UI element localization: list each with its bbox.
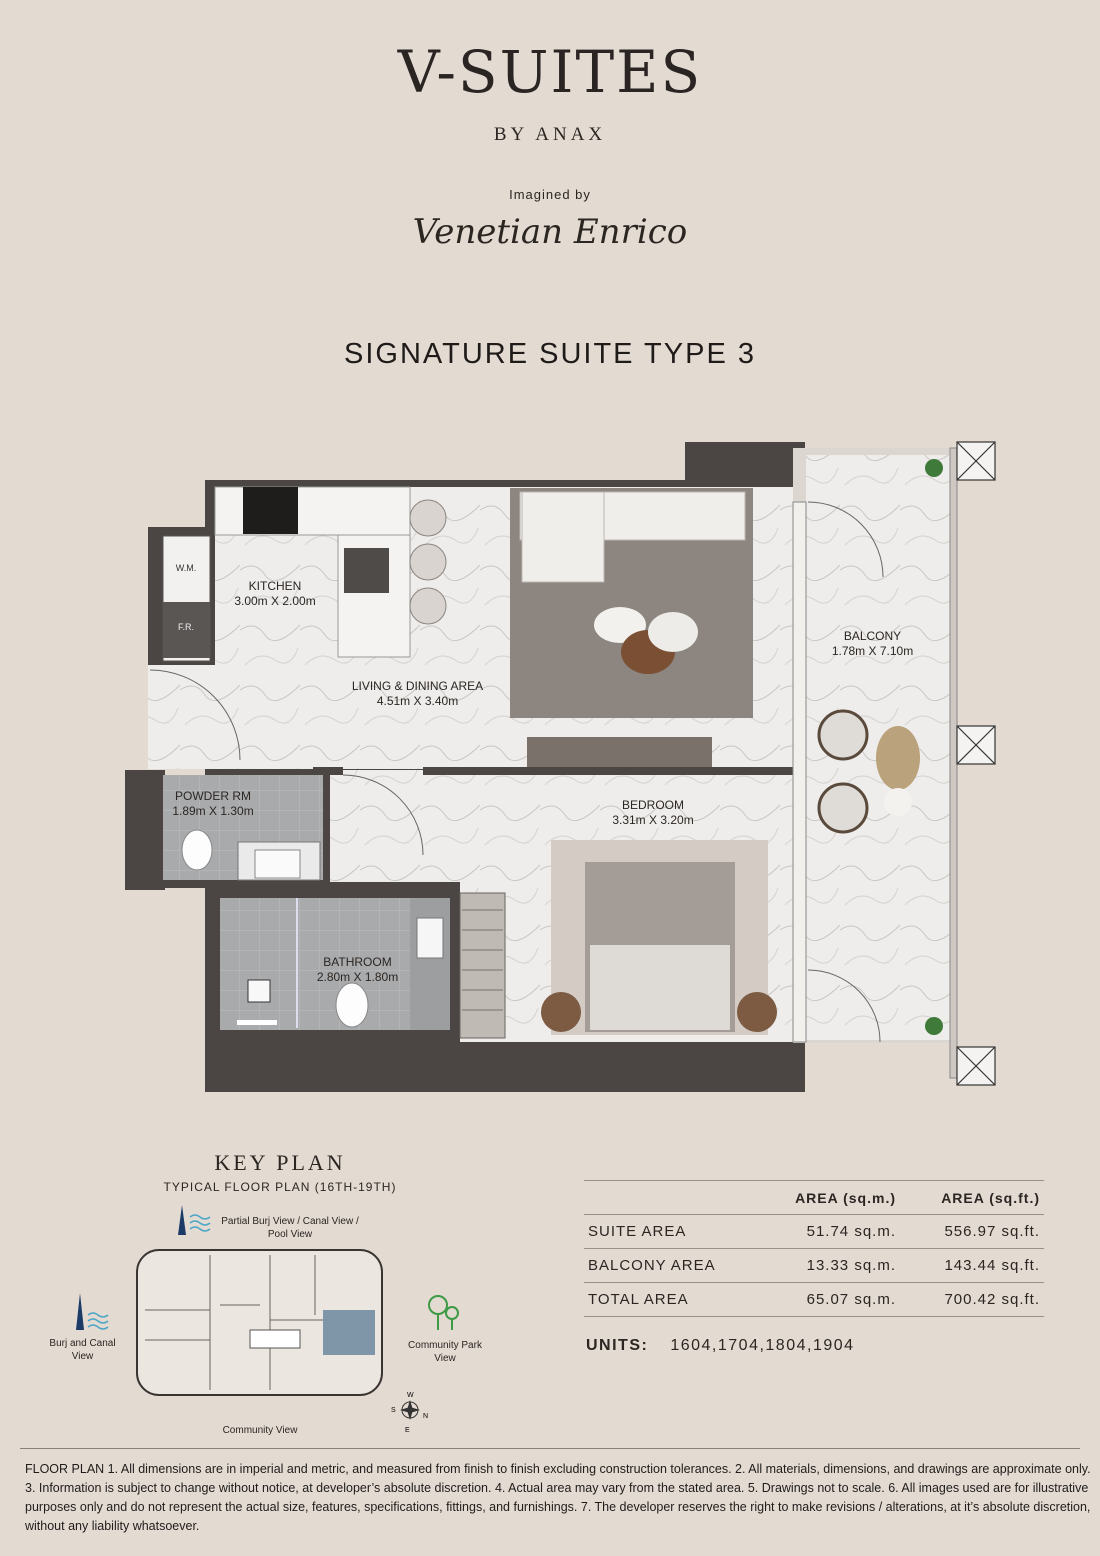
room-living (330, 679, 505, 709)
row-sqft: 700.42 sq.ft. (900, 1283, 1044, 1317)
divider (20, 1448, 1080, 1449)
table-row (584, 1215, 1044, 1249)
sofa (522, 492, 604, 582)
brand-logo: V-SUITES (397, 38, 703, 106)
north-view-label: Partial Burj View / Canal View / Pool View (221, 1216, 359, 1240)
columns (957, 442, 995, 1085)
header-sqft: AREA (sq.ft.) (900, 1181, 1044, 1215)
room-living-size: 4.51m X 3.40m (376, 694, 459, 708)
compass-e: E (405, 1427, 410, 1434)
room-bathroom-size: 2.80m X 1.80m (316, 970, 399, 984)
room-living-name: LIVING & DINING AREA (351, 679, 484, 693)
room-bedroom-name: BEDROOM (621, 798, 684, 812)
room-bedroom-size: 3.31m X 3.20m (612, 813, 694, 827)
room-bedroom (588, 798, 718, 828)
bar-stools (410, 500, 446, 624)
table-row (584, 1283, 1044, 1317)
toilet (182, 830, 212, 870)
row-sqm: 13.33 sq.m. (762, 1249, 900, 1283)
row-label: SUITE AREA (584, 1215, 762, 1249)
units-value: 1604,1704,1804,1904 (670, 1337, 855, 1354)
room-balcony-name: BALCONY (843, 629, 902, 643)
tree-icon (429, 1296, 458, 1330)
key-plan-subtitle: TYPICAL FLOOR PLAN (16TH-19TH) (163, 1180, 397, 1194)
tv-console (527, 737, 712, 767)
room-balcony-size: 1.78m X 7.10m (831, 644, 914, 658)
room-bathroom-name: BATHROOM (323, 955, 392, 969)
burj-canal-icon (76, 1293, 108, 1330)
sink (344, 548, 389, 593)
washing-machine-label: W.M. (175, 563, 197, 573)
room-kitchen-name: KITCHEN (248, 579, 302, 593)
nightstand-left (541, 992, 581, 1032)
room-powder (163, 789, 263, 819)
row-label: BALCONY AREA (584, 1249, 762, 1283)
south-view-label: Community View (222, 1425, 298, 1436)
area-table (584, 1180, 1044, 1317)
room-powder-size: 1.89m X 1.30m (172, 804, 254, 818)
page-title: SIGNATURE SUITE TYPE 3 (344, 338, 756, 370)
row-sqm: 51.74 sq.m. (762, 1215, 900, 1249)
header-empty (584, 1181, 762, 1215)
disclaimer-text: FLOOR PLAN 1. All dimensions are in imperial and metric, and measured from finish to finish excluding construction tolerances. 2. All materials, dimensions, and drawings are approximate only. 3. Information is subject to change without notice, at developer’s absolute discretion. 4. Actual area may vary from the stated area. 5. Drawings not to scale. 6. All images used are for illustrative purposes only and do not represent the actual size, features, specifications, fittings, and furnishings. 7. The developer reserves the right to make revisions / alterations, at it’s absolute discretion, without any liability whatsoever. (25, 1462, 1091, 1533)
wash-basin (255, 850, 300, 878)
room-bathroom (300, 955, 415, 985)
table-row (584, 1249, 1044, 1283)
cooktop (243, 487, 298, 534)
room-powder-name: POWDER RM (175, 789, 251, 803)
east-view-label: Community Park View (408, 1340, 482, 1364)
row-sqft: 143.44 sq.ft. (900, 1249, 1044, 1283)
floor-plan (0, 430, 1100, 1100)
wardrobe (460, 893, 505, 1038)
units-line (586, 1337, 855, 1355)
imagined-by-text: Imagined by (509, 187, 591, 202)
west-view-label: Burj and Canal View (49, 1338, 116, 1362)
suite-highlight (323, 1310, 375, 1355)
row-sqm: 65.07 sq.m. (762, 1283, 900, 1317)
area-table-header (584, 1181, 1044, 1215)
room-kitchen (215, 579, 335, 609)
key-plan-title: KEY PLAN (214, 1150, 346, 1175)
row-sqft: 556.97 sq.ft. (900, 1215, 1044, 1249)
row-label: TOTAL AREA (584, 1283, 762, 1317)
header-sqm: AREA (sq.m.) (762, 1181, 900, 1215)
units-label: UNITS: (586, 1337, 649, 1354)
compass-s: S (391, 1407, 396, 1414)
designer-signature: Venetian Enrico (412, 212, 688, 252)
brand-byline: BY ANAX (493, 124, 607, 145)
compass-icon (391, 1392, 428, 1434)
nightstand-right (737, 992, 777, 1032)
key-plan-map (60, 1205, 460, 1440)
room-balcony (810, 629, 935, 659)
compass-n: N (423, 1413, 429, 1420)
compass-w: W (407, 1392, 414, 1399)
fridge-label: F.R. (177, 622, 194, 632)
burj-icon (178, 1205, 210, 1235)
balcony-table (876, 726, 920, 790)
room-kitchen-size: 3.00m X 2.00m (234, 594, 316, 608)
